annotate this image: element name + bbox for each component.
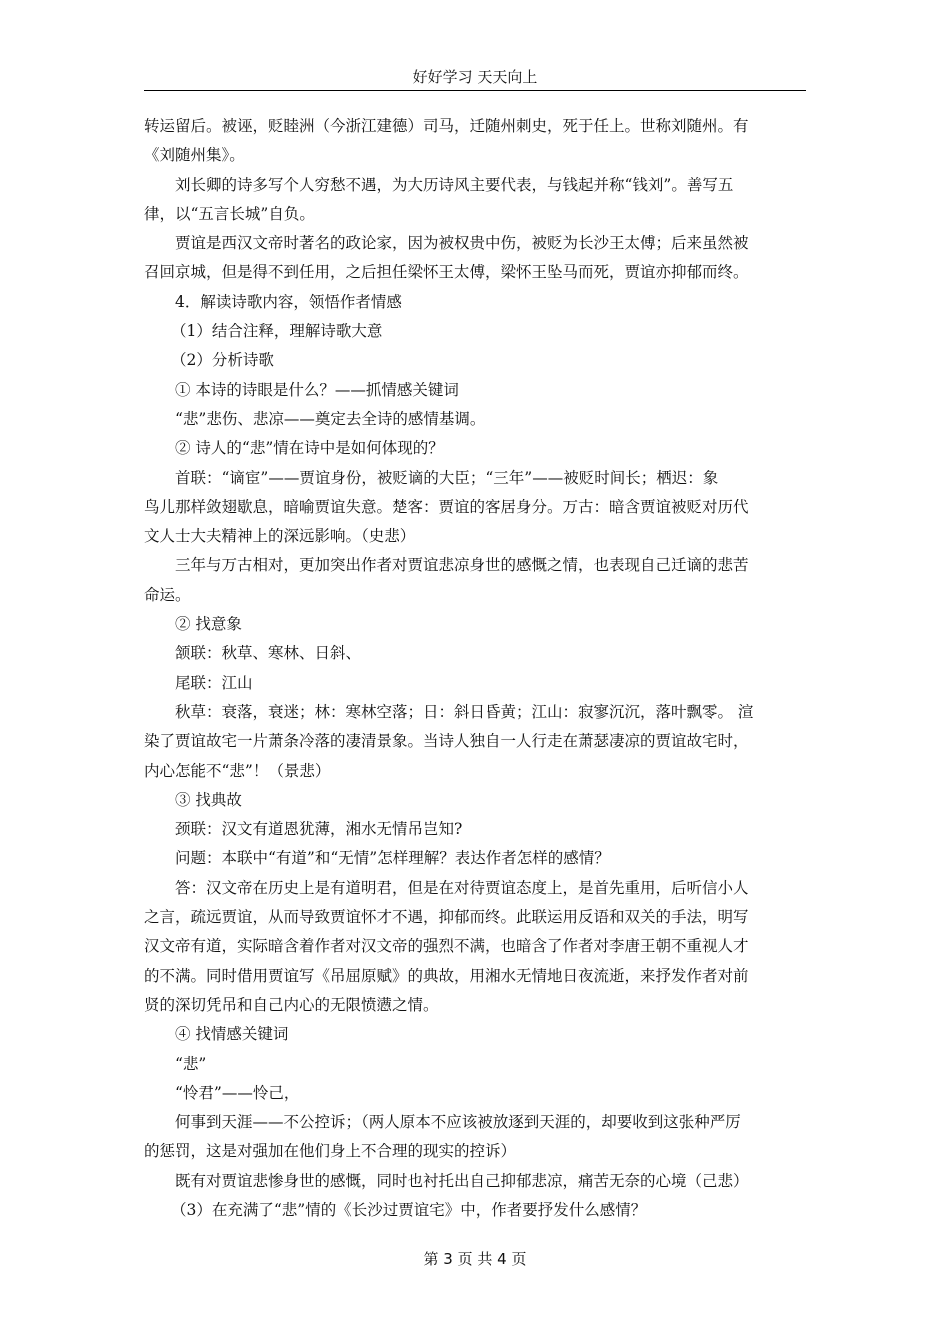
- text-line: 文人士大夫精神上的深远影响。（史悲）: [144, 527, 416, 546]
- text-line: “怜君”——怜己，: [175, 1083, 300, 1102]
- text-line: 尾联：江山: [175, 673, 253, 692]
- text-line: 贾谊是西汉文帝时著名的政论家，因为被权贵中伤，被贬为长沙王太傅；后来虽然被: [175, 234, 749, 253]
- subsection-heading: （2）分析诗歌: [171, 351, 274, 370]
- text-line: 内心怎能不“悲”！（景悲）: [144, 761, 331, 780]
- text-line: 之言，疏远贾谊，从而导致贾谊怀才不遇，抑郁而终。此联运用反语和双关的手法，明写: [144, 908, 749, 927]
- text-line: 首联：“谪宦”——贾谊身份，被贬谪的大臣；“三年”——被贬时间长；栖迟：象: [175, 468, 719, 487]
- text-line: 的不满。同时借用贾谊写《吊屈原赋》的典故，用湘水无情地日夜流逝，来抒发作者对前: [144, 966, 749, 985]
- subsection-heading: （1）结合注释，理解诗歌大意: [171, 322, 383, 341]
- text-line: 秋草：衰落，衰迷；林：寒林空落；日：斜日昏黄；江山：寂寥沉沉，落叶飘零。 渲: [175, 702, 754, 721]
- text-line: 问题：本联中“有道”和“无情”怎样理解？表达作者怎样的感情？: [175, 849, 610, 868]
- text-line: ③ 找典故: [175, 790, 242, 809]
- text-line: ② 找意象: [175, 615, 242, 634]
- text-line: 三年与万古相对，更加突出作者对贾谊悲凉身世的感慨之情，也表现自己迁谪的悲苦: [175, 556, 749, 575]
- text-line: 既有对贾谊悲惨身世的感慨，同时也衬托出自己抑郁悲凉，痛苦无奈的心境（己悲）: [175, 1171, 749, 1190]
- text-line: 颈联：汉文有道恩犹薄，湘水无情吊岂知?: [175, 820, 463, 839]
- text-line: 《刘随州集》。: [144, 146, 245, 165]
- text-line: 刘长卿的诗多写个人穷愁不遇，为大历诗风主要代表，与钱起并称“钱刘”。善写五: [175, 175, 734, 194]
- text-line: 的惩罚，这是对强加在他们身上不合理的现实的控诉）: [144, 1142, 517, 1161]
- text-line: “悲”悲伤、悲凉——奠定去全诗的感情基调。: [175, 409, 486, 428]
- subsection-heading: （3）在充满了“悲”情的《长沙过贾谊宅》中，作者要抒发什么感情？: [171, 1200, 647, 1219]
- text-line: ④ 找情感关键词: [175, 1025, 289, 1044]
- text-line: 命运。: [144, 585, 191, 604]
- page-header: 好好学习 天天向上: [412, 68, 538, 86]
- text-line: 答：汉文帝在历史上是有道明君，但是在对待贾谊态度上，是首先重用，后听信小人: [175, 878, 749, 897]
- text-line: ② 诗人的“悲”情在诗中是如何体现的？: [175, 439, 444, 458]
- document-body: [144, 112, 806, 1225]
- text-line: 汉文帝有道，实际暗含着作者对汉文帝的强烈不满，也暗含了作者对李唐王朝不重视人才: [144, 937, 749, 956]
- text-line: 转运留后。被诬，贬睦洲（今浙江建德）司马，迁随州刺史，死于任上。世称刘随州。有: [144, 117, 749, 135]
- text-line: 颔联：秋草、寒林、日斜、: [175, 644, 362, 663]
- page-footer: 第 3 页 共 4 页: [423, 1250, 527, 1268]
- text-line: 律，以“五言长城”自负。: [144, 204, 315, 223]
- header-rule: [144, 90, 806, 91]
- text-line: 何事到天涯——不公控诉；（两人原本不应该被放逐到天涯的，却要收到这张种严厉: [175, 1113, 741, 1132]
- section-heading: 4．解读诗歌内容，领悟作者情感: [175, 292, 402, 311]
- text-line: 鸟儿那样敛翅歇息，暗喻贾谊失意。楚客：贾谊的客居身分。万古：暗含贾谊被贬对历代: [144, 497, 749, 516]
- text-line: 染了贾谊故宅一片萧条冷落的凄清景象。当诗人独自一人行走在萧瑟凄凉的贾谊故宅时，: [144, 732, 749, 751]
- text-line: “悲”: [175, 1054, 207, 1073]
- text-line: 贤的深切凭吊和自己内心的无限愤懑之情。: [144, 995, 439, 1014]
- text-line: 召回京城，但是得不到任用，之后担任梁怀王太傅，梁怀王坠马而死，贾谊亦抑郁而终。: [144, 263, 749, 282]
- text-line: ① 本诗的诗眼是什么？——抓情感关键词: [175, 380, 459, 399]
